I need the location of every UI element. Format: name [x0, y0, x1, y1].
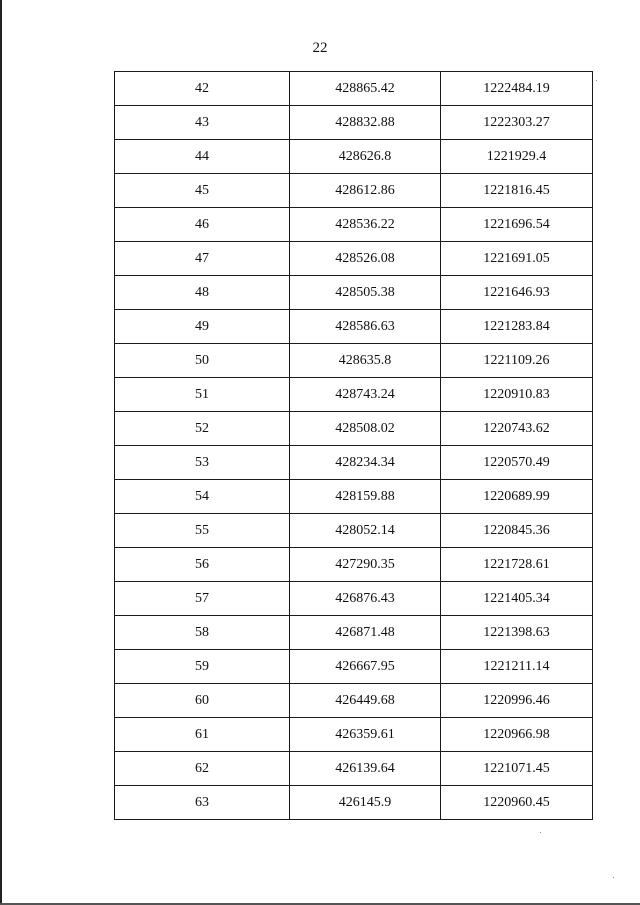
table-row: [115, 582, 593, 616]
x-coordinate-cell: 428743.24: [290, 378, 441, 412]
x-coordinate-cell: 427290.35: [290, 548, 441, 582]
x-coordinate-cell: 428586.63: [290, 310, 441, 344]
point-number-cell: 55: [115, 514, 290, 548]
table-row: [115, 242, 593, 276]
x-coordinate-cell: 428626.8: [290, 140, 441, 174]
coordinate-table: [114, 71, 593, 820]
point-number-cell: 46: [115, 208, 290, 242]
y-coordinate-cell: 1221283.84: [441, 310, 593, 344]
y-coordinate-cell: 1221109.26: [441, 344, 593, 378]
y-coordinate-cell: 1221211.14: [441, 650, 593, 684]
table-row: [115, 140, 593, 174]
table-row: [115, 412, 593, 446]
point-number-cell: 56: [115, 548, 290, 582]
table-row: [115, 174, 593, 208]
y-coordinate-cell: 1221071.45: [441, 752, 593, 786]
point-number-cell: 48: [115, 276, 290, 310]
table-row: [115, 650, 593, 684]
y-coordinate-cell: 1220845.36: [441, 514, 593, 548]
coordinate-table-body: [115, 72, 593, 820]
y-coordinate-cell: 1221696.54: [441, 208, 593, 242]
table-row: [115, 106, 593, 140]
table-row: [115, 548, 593, 582]
x-coordinate-cell: 428159.88: [290, 480, 441, 514]
page-number: 22: [312, 40, 328, 56]
x-coordinate-cell: 428612.86: [290, 174, 441, 208]
y-coordinate-cell: 1221816.45: [441, 174, 593, 208]
y-coordinate-cell: 1221691.05: [441, 242, 593, 276]
point-number-cell: 47: [115, 242, 290, 276]
y-coordinate-cell: 1220570.49: [441, 446, 593, 480]
y-coordinate-cell: 1220996.46: [441, 684, 593, 718]
x-coordinate-cell: 428865.42: [290, 72, 441, 106]
point-number-cell: 59: [115, 650, 290, 684]
x-coordinate-cell: 426139.64: [290, 752, 441, 786]
y-coordinate-cell: 1222303.27: [441, 106, 593, 140]
table-row: [115, 718, 593, 752]
y-coordinate-cell: 1221646.93: [441, 276, 593, 310]
y-coordinate-cell: 1220960.45: [441, 786, 593, 820]
y-coordinate-cell: 1221398.63: [441, 616, 593, 650]
scan-left-edge: [0, 0, 2, 905]
table-row: [115, 276, 593, 310]
scan-speck: [613, 877, 614, 878]
scan-speck: [596, 80, 597, 81]
point-number-cell: 45: [115, 174, 290, 208]
table-row: [115, 310, 593, 344]
x-coordinate-cell: 426871.48: [290, 616, 441, 650]
table-row: [115, 514, 593, 548]
x-coordinate-cell: 426145.9: [290, 786, 441, 820]
x-coordinate-cell: 428508.02: [290, 412, 441, 446]
x-coordinate-cell: 428635.8: [290, 344, 441, 378]
table-row: [115, 616, 593, 650]
point-number-cell: 58: [115, 616, 290, 650]
y-coordinate-cell: 1221929.4: [441, 140, 593, 174]
y-coordinate-cell: 1220910.83: [441, 378, 593, 412]
y-coordinate-cell: 1220966.98: [441, 718, 593, 752]
x-coordinate-cell: 428526.08: [290, 242, 441, 276]
point-number-cell: 57: [115, 582, 290, 616]
table-row: [115, 480, 593, 514]
x-coordinate-cell: 428234.34: [290, 446, 441, 480]
table-row: [115, 72, 593, 106]
table-row: [115, 446, 593, 480]
point-number-cell: 53: [115, 446, 290, 480]
x-coordinate-cell: 428052.14: [290, 514, 441, 548]
point-number-cell: 63: [115, 786, 290, 820]
x-coordinate-cell: 428505.38: [290, 276, 441, 310]
y-coordinate-cell: 1221728.61: [441, 548, 593, 582]
table-row: [115, 752, 593, 786]
y-coordinate-cell: 1220689.99: [441, 480, 593, 514]
x-coordinate-cell: 426359.61: [290, 718, 441, 752]
point-number-cell: 61: [115, 718, 290, 752]
point-number-cell: 44: [115, 140, 290, 174]
point-number-cell: 54: [115, 480, 290, 514]
scan-speck: [540, 832, 541, 833]
y-coordinate-cell: 1221405.34: [441, 582, 593, 616]
x-coordinate-cell: 428536.22: [290, 208, 441, 242]
point-number-cell: 43: [115, 106, 290, 140]
point-number-cell: 60: [115, 684, 290, 718]
point-number-cell: 52: [115, 412, 290, 446]
y-coordinate-cell: 1222484.19: [441, 72, 593, 106]
x-coordinate-cell: 426876.43: [290, 582, 441, 616]
table-row: [115, 786, 593, 820]
point-number-cell: 49: [115, 310, 290, 344]
x-coordinate-cell: 426449.68: [290, 684, 441, 718]
table-row: [115, 344, 593, 378]
table-row: [115, 378, 593, 412]
point-number-cell: 42: [115, 72, 290, 106]
point-number-cell: 62: [115, 752, 290, 786]
point-number-cell: 51: [115, 378, 290, 412]
y-coordinate-cell: 1220743.62: [441, 412, 593, 446]
x-coordinate-cell: 426667.95: [290, 650, 441, 684]
table-row: [115, 684, 593, 718]
table-row: [115, 208, 593, 242]
x-coordinate-cell: 428832.88: [290, 106, 441, 140]
point-number-cell: 50: [115, 344, 290, 378]
